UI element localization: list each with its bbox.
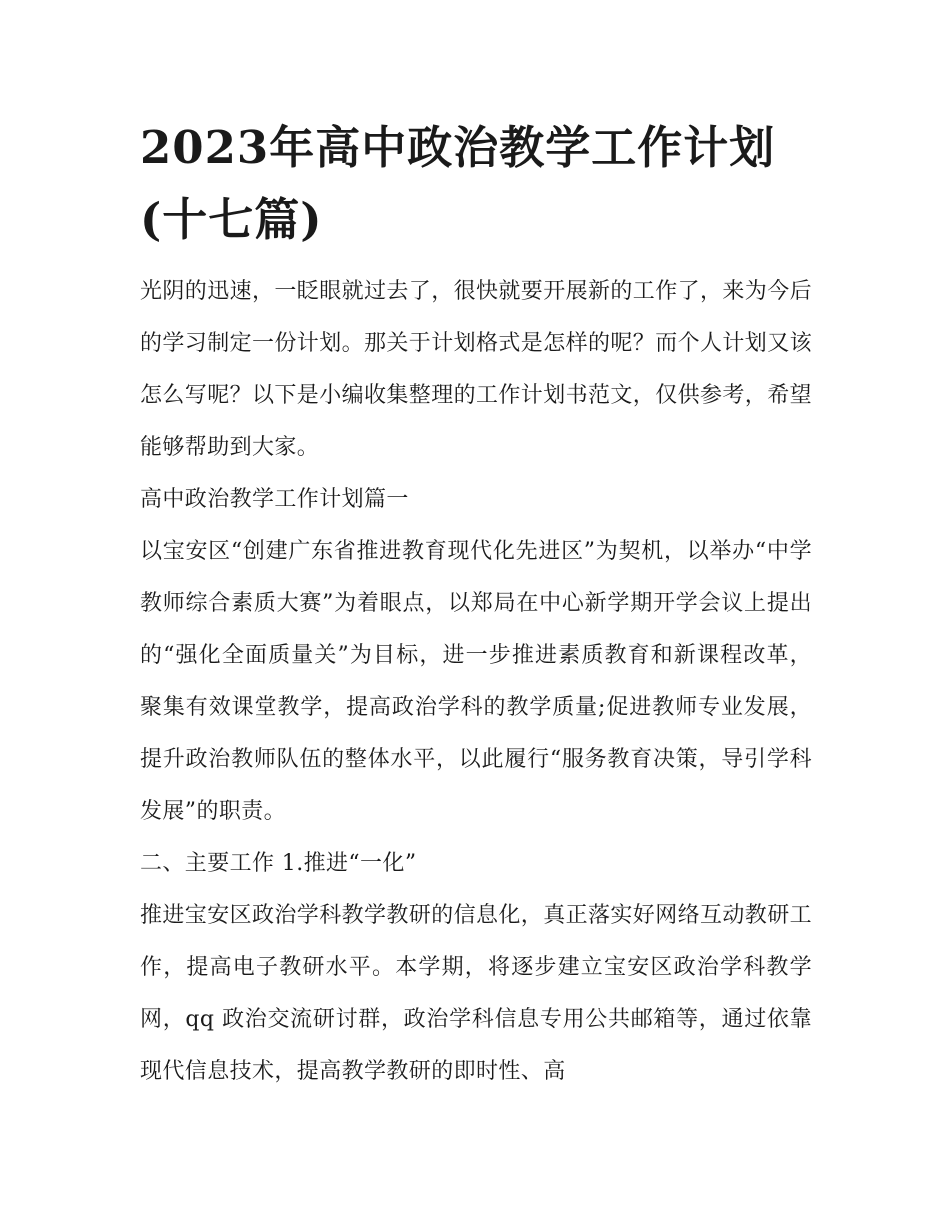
- section-2-heading: 二、主要工作 1.推进“一化”: [140, 851, 417, 876]
- section-1-heading: 高中政治教学工作计划篇一: [140, 487, 409, 512]
- title-year: 2023: [140, 121, 270, 174]
- document-page: [140, 112, 812, 1098]
- section-1-paragraph: 以宝安区“创建广东省推进教育现代化先进区”为契机，以举办“中学教师综合素质大赛”为着眼点，以郑局在中心新学期开学会议上提出的“强化全面质量关”为目标，进一步推进素质教育和新课程改革，聚集有效课堂教学，提高政治学科的教学质量;促进教师专业发展，提升政治教师队伍的整体水平，以此履行“服务教育决策，导引学科发展”的职责。: [140, 539, 812, 824]
- document-title: [140, 112, 812, 256]
- section-2-paragraph: 推进宝安区政治学科教学教研的信息化，真正落实好网络互动教研工作，提高电子教研水平。本学期，将逐步建立宝安区政治学科教学网，qq 政治交流研讨群，政治学科信息专用公共邮箱等，通过依靠现代信息技术，提高教学教研的即时性、高: [140, 903, 813, 1084]
- intro-paragraph: 光阴的迅速，一眨眼就过去了，很快就要开展新的工作了，来为今后的学习制定一份计划。那关于计划格式是怎样的呢？而个人计划又该怎么写呢？以下是小编收集整理的工作计划书范文，仅供参考，希望能够帮助到大家。: [140, 279, 813, 460]
- title-line-2: (十七篇): [140, 193, 323, 246]
- title-line-1: [140, 112, 812, 184]
- title-text: 年高中政治教学工作计划: [269, 121, 776, 174]
